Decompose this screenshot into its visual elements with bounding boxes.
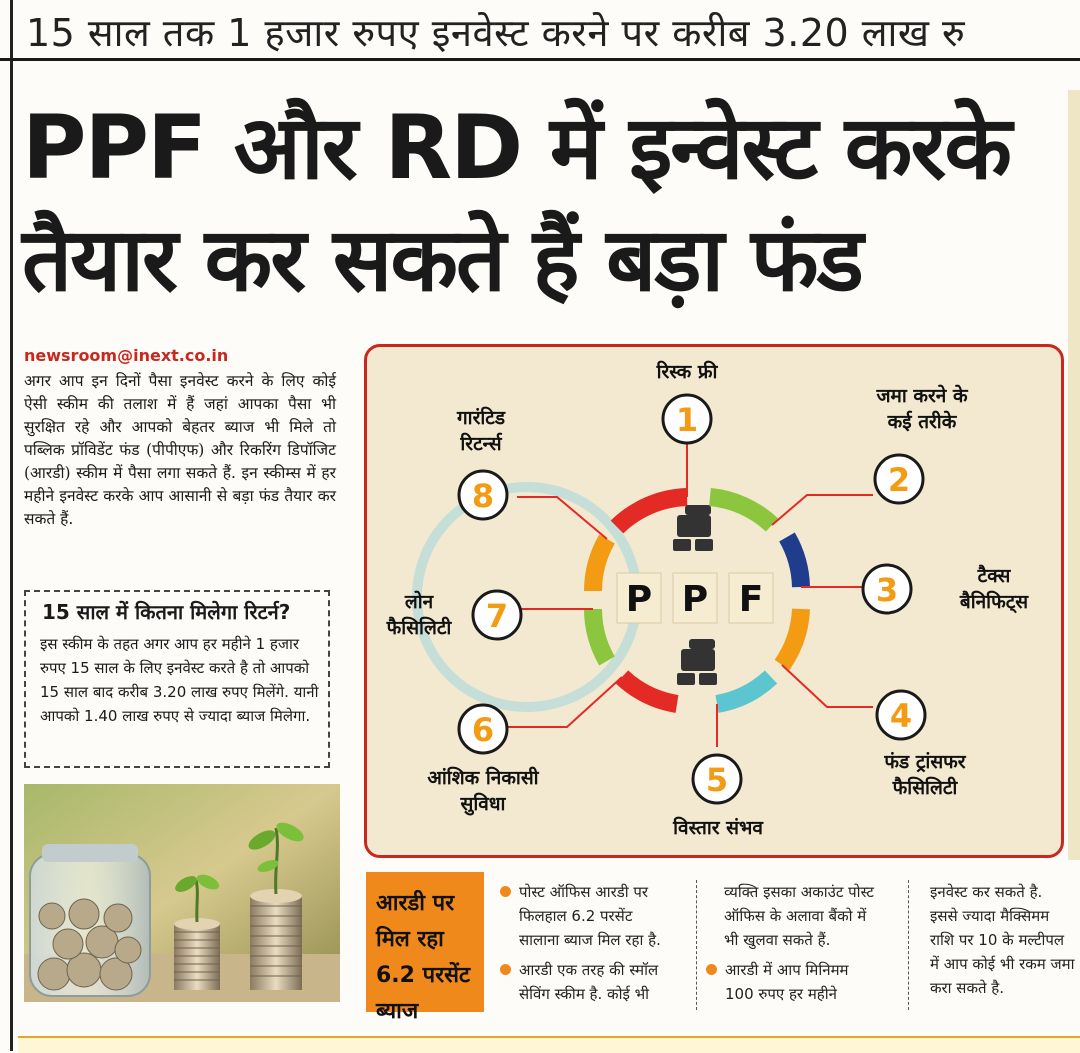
feature-number-1: 1 bbox=[675, 401, 699, 439]
rd-column-1 bbox=[500, 880, 690, 1006]
ppf-letter-1: P bbox=[625, 579, 653, 620]
feature-number-2: 2 bbox=[887, 461, 911, 499]
feature-label-3: टैक्स बैनिफिट्स bbox=[959, 565, 1029, 613]
rd-bullet-item bbox=[706, 958, 906, 1006]
coin-stack-icon-top bbox=[673, 505, 713, 551]
coins-plants-illustration bbox=[24, 784, 340, 1002]
headline-line-2: तैयार कर सकते हैं बड़ा फंड bbox=[22, 208, 862, 311]
ppf-letter-3: F bbox=[738, 579, 764, 620]
rd-interest-title bbox=[376, 886, 470, 1030]
rd-bullet-item bbox=[500, 958, 690, 1006]
bullet-dot bbox=[706, 964, 717, 975]
coins-plants-photo bbox=[24, 784, 340, 1002]
rd-title-line-4: ब्याज bbox=[376, 999, 419, 1024]
rd-bullet-text: पोस्ट ऑफिस आरडी पर फिलहाल 6.2 परसेंट सालाना ब्याज मिल रहा है. bbox=[519, 883, 661, 949]
ring-arc-orange-right bbox=[782, 609, 801, 665]
ppf-letter-2: P bbox=[681, 579, 709, 620]
feature-label-5: विस्तार संभव bbox=[673, 817, 763, 839]
feature-label-8: गारंटिड रिटर्न्स bbox=[456, 407, 506, 455]
connector-2 bbox=[772, 495, 873, 525]
rd-bullet-text: आरडी एक तरह की स्मॉल सेविंग स्कीम है. कोई भी bbox=[519, 961, 659, 1003]
ring-arc-teal bbox=[717, 677, 771, 704]
ring-arc-red-bottom bbox=[622, 677, 677, 704]
returns-box bbox=[24, 590, 330, 768]
byline-email: newsroom@inext.co.in bbox=[24, 346, 229, 365]
column-divider bbox=[908, 880, 909, 1010]
ring-arc-red-top bbox=[617, 497, 687, 527]
feature-label-6: आंशिक निकासी सुविधा bbox=[427, 767, 539, 815]
adjacent-article-strip bbox=[1068, 90, 1080, 860]
rd-bullet-item bbox=[500, 880, 690, 952]
kicker-headline: 15 साल तक 1 हजार रुपए इनवेस्ट करने पर करीब 3.20 लाख रु bbox=[26, 11, 966, 55]
bullet-dot bbox=[500, 964, 511, 975]
rd-bullet-text: आरडी में आप मिनिमम 100 रुपए हर महीने bbox=[725, 961, 849, 1003]
returns-box-title: 15 साल में कितना मिलेगा रिटर्न? bbox=[42, 600, 291, 624]
feature-number-3: 3 bbox=[875, 571, 899, 609]
feature-number-4: 4 bbox=[889, 697, 913, 735]
ring-arc-green-left bbox=[593, 609, 607, 661]
feature-label-1: रिस्क फ्री bbox=[656, 361, 718, 383]
feature-label-4: फंड ट्रांसफर फैसिलिटी bbox=[884, 751, 966, 799]
ring-arc-orange-left bbox=[593, 539, 607, 591]
rd-title-line-1: आरडी पर bbox=[376, 891, 455, 916]
feature-number-7: 7 bbox=[485, 597, 509, 635]
ring-arc-green-top bbox=[710, 497, 772, 525]
kicker-rule bbox=[0, 58, 1080, 61]
rd-title-line-3: 6.2 परसेंट bbox=[376, 963, 471, 988]
feature-label-7: लोन फैसिलिटी bbox=[386, 591, 452, 639]
column-divider bbox=[696, 880, 697, 1010]
coin-stack-icon-bottom bbox=[677, 639, 717, 685]
left-column-rule bbox=[10, 0, 13, 1051]
feature-number-6: 6 bbox=[471, 711, 495, 749]
rd-interest-box bbox=[366, 872, 484, 1024]
feature-number-5: 5 bbox=[705, 761, 729, 799]
bullet-dot bbox=[500, 886, 511, 897]
feature-label-2: जमा करने के कई तरीके bbox=[876, 385, 968, 433]
next-article-border bbox=[18, 1036, 1080, 1053]
returns-box-body: इस स्कीम के तहत अगर आप हर महीने 1 हजार रुपए 15 साल के लिए इनवेस्ट करते है तो आपको 15 साल बाद करीब 3.20 लाख रुपए मिलेंगे. यानी आपको 1.40 लाख रुपए से ज्यादा ब्याज मिलेगा. bbox=[40, 635, 319, 725]
ring-arc-navy bbox=[787, 537, 801, 587]
headline-line-1: PPF और RD में इन्वेस्ट करके bbox=[22, 96, 1010, 199]
intro-paragraph: अगर आप इन दिनों पैसा इनवेस्ट करने के लिए कोई ऐसी स्कीम की तलाश में हैं जहां आपका पैसा भी सुरक्षित रहे और आपको बेहतर ब्याज भी मिले तो पब्लिक प्रॉविडेंट फंड (पीपीएफ) और रिकरिंग डिपॉजिट (आरडी) स्कीम में पैसा लगा सकते हैं. इन स्कीम्स में हर महीने इनवेस्ट करके आप आसानी से बड़ा फंड तैयार कर सकते हैं. bbox=[24, 372, 336, 528]
rd-title-line-2: मिल रहा bbox=[376, 927, 444, 952]
ppf-features-diagram bbox=[364, 344, 1064, 858]
rd-column-text: व्यक्ति इसका अकाउंट पोस्ट ऑफिस के अलावा बैंको में भी खुलवा सकते हैं. bbox=[724, 883, 874, 949]
feature-number-8: 8 bbox=[471, 477, 495, 515]
rd-column-3: इनवेस्ट कर सकते है. इससे ज्यादा मैक्सिमम राशि पर 10 के मल्टीपल में आप कोई भी रकम जमा करा सकते है. bbox=[930, 883, 1075, 997]
connector-4 bbox=[782, 665, 873, 707]
rd-column-2 bbox=[706, 880, 906, 1006]
